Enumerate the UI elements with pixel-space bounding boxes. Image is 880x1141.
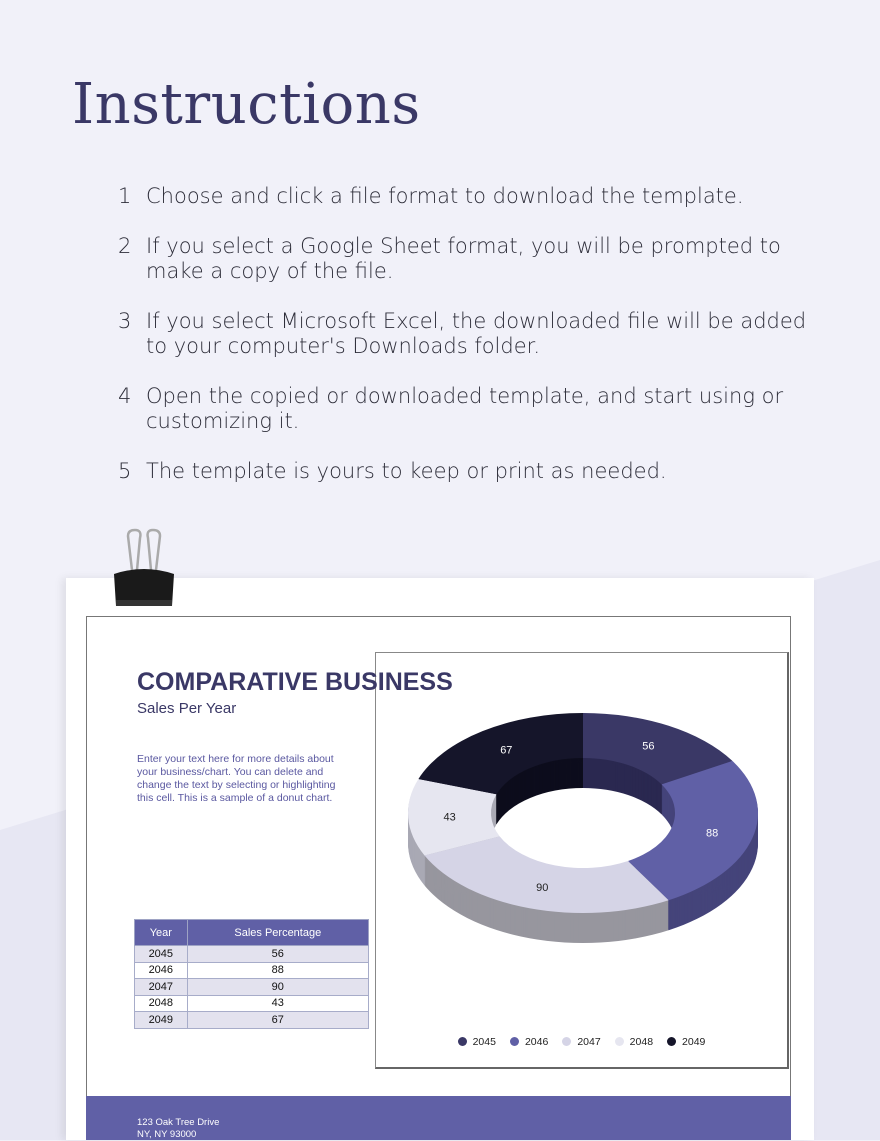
table-cell: 2045 <box>135 946 188 963</box>
page-heading: Instructions <box>72 72 421 137</box>
address-line-2: NY, NY 93000 <box>137 1129 197 1140</box>
step-text: The template is yours to keep or print as needed. <box>146 459 667 483</box>
table-row <box>135 1012 369 1029</box>
legend-label: 2047 <box>577 1036 601 1048</box>
step-item <box>118 459 818 484</box>
donut-chart <box>375 652 789 1069</box>
table-cell: 43 <box>187 995 368 1012</box>
table-cell: 67 <box>187 1012 368 1029</box>
table-cell: 2048 <box>135 995 188 1012</box>
binder-clip-icon <box>110 528 180 610</box>
legend-swatch <box>667 1037 676 1046</box>
table-cell: 56 <box>187 946 368 963</box>
legend-item <box>667 1036 705 1048</box>
table-cell: 2049 <box>135 1012 188 1029</box>
donut-chart-svg <box>376 653 790 1033</box>
legend-swatch <box>615 1037 624 1046</box>
step-item <box>118 309 818 359</box>
data-label: 67 <box>500 744 513 757</box>
step-number: 1 <box>118 184 132 208</box>
step-item <box>118 234 818 284</box>
legend-label: 2046 <box>524 1036 549 1048</box>
table-row <box>135 995 369 1012</box>
data-label: 88 <box>706 827 719 840</box>
step-number: 5 <box>118 459 132 483</box>
step-number: 4 <box>118 384 132 408</box>
chart-legend <box>376 1036 787 1048</box>
legend-swatch <box>510 1037 519 1046</box>
sales-table <box>134 919 369 1029</box>
legend-swatch <box>562 1037 571 1046</box>
legend-item <box>562 1036 600 1048</box>
step-item <box>118 184 818 209</box>
step-text: Choose and click a file format to download the template. <box>146 184 744 208</box>
table-row <box>135 979 369 996</box>
step-text: If you select Microsoft Excel, the downloaded file will be added to your computer's Downloads folder. <box>146 309 807 358</box>
table-cell: 88 <box>187 962 368 979</box>
data-label: 90 <box>536 881 549 894</box>
legend-item <box>510 1036 548 1048</box>
document-title: COMPARATIVE BUSINESS <box>137 668 453 696</box>
data-label: 56 <box>642 740 655 753</box>
step-text: If you select a Google Sheet format, you will be prompted to make a copy of the file. <box>146 234 781 283</box>
document-description: Enter your text here for more details about your business/chart. You can delete and change the text by selecting or highlighting this cell. This is a sample of a donut chart. <box>137 753 336 804</box>
legend-item <box>615 1036 653 1048</box>
table-cell: 2046 <box>135 962 188 979</box>
instructions-list <box>118 184 818 509</box>
step-number: 2 <box>118 234 132 258</box>
document-subtitle: Sales Per Year <box>137 700 237 717</box>
document-footer <box>86 1096 791 1140</box>
step-item <box>118 384 818 434</box>
table-row <box>135 946 369 963</box>
legend-label: 2045 <box>472 1036 496 1048</box>
legend-label: 2049 <box>682 1036 706 1048</box>
table-header: Year <box>135 920 188 946</box>
table-cell: 90 <box>187 979 368 996</box>
step-text: Open the copied or downloaded template, and start using or customizing it. <box>146 384 784 433</box>
table-row <box>135 962 369 979</box>
table-cell: 2047 <box>135 979 188 996</box>
data-label: 43 <box>443 811 456 824</box>
table-header: Sales Percentage <box>187 920 368 946</box>
legend-swatch <box>458 1037 467 1046</box>
legend-label: 2048 <box>629 1036 654 1048</box>
legend-item <box>458 1036 496 1048</box>
step-number: 3 <box>118 309 132 333</box>
address-line-1: 123 Oak Tree Drive <box>137 1117 220 1128</box>
